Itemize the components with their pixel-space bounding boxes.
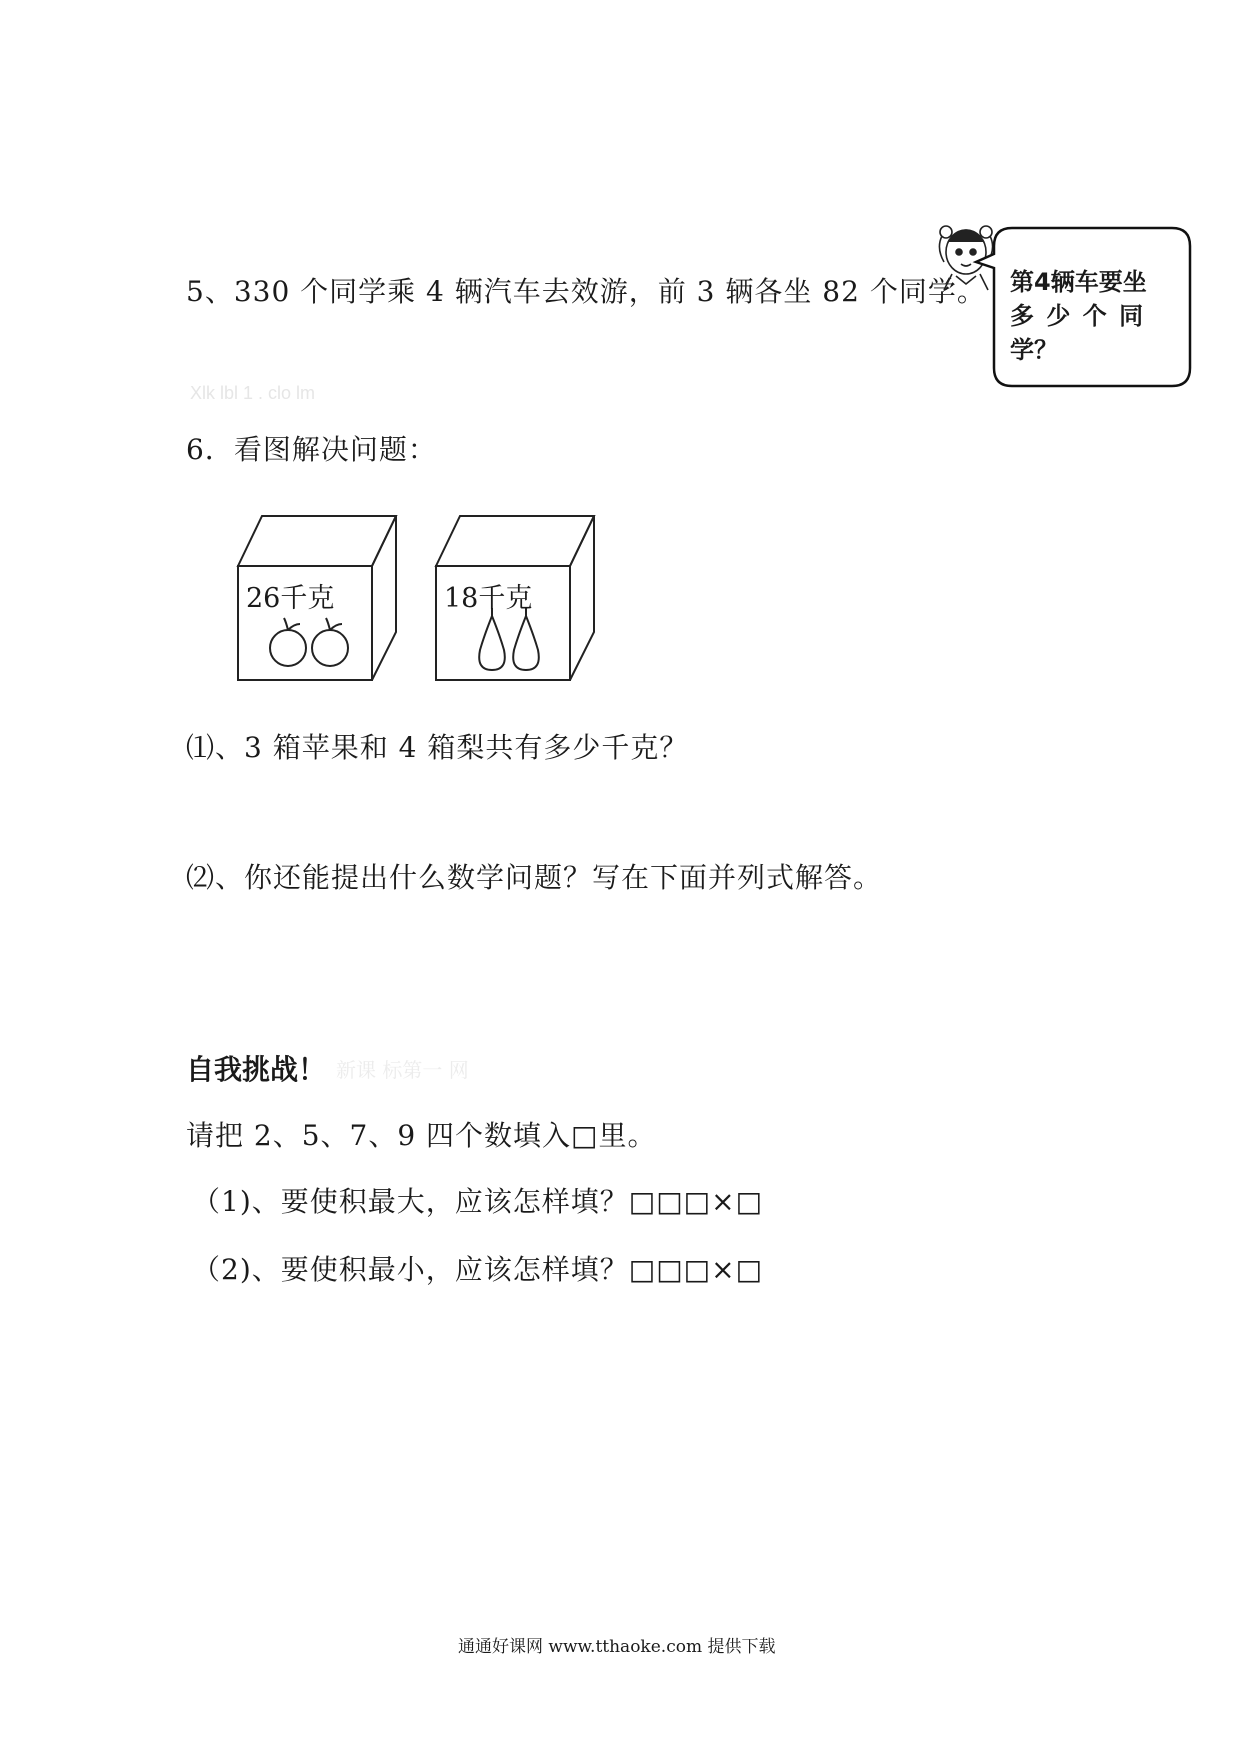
watermark-top: Xlk lbl 1 . clo lm xyxy=(190,383,316,403)
question-6-title: 6．看图解决问题： xyxy=(186,433,437,466)
box-2-label: 18千克 xyxy=(444,583,533,614)
box-1-label: 26千克 xyxy=(246,583,335,614)
bubble-line-1: 第4辆车要坐 xyxy=(1010,268,1147,296)
challenge-item-2: （2)、要使积最小，应该怎样填？□□□×□ xyxy=(192,1253,764,1286)
watermark-challenge: 新课 标第一 网 xyxy=(336,1058,469,1082)
bubble-line-3: 学？ xyxy=(1010,336,1058,364)
bubble-line-2: 多 少 个 同 xyxy=(1010,302,1146,330)
pear-icon xyxy=(513,608,539,670)
challenge-instruction: 请把 2、5、7、9 四个数填入□里。 xyxy=(186,1119,657,1152)
question-6-sub-2: ⑵、你还能提出什么数学问题？写在下面并列式解答。 xyxy=(186,861,883,894)
challenge-item-1: （1)、要使积最大，应该怎样填？□□□×□ xyxy=(192,1185,764,1218)
pear-icon xyxy=(479,608,505,670)
footer-credit: 通通好课网 www.tthaoke.com 提供下载 xyxy=(458,1637,776,1657)
apple-icon xyxy=(270,618,306,666)
challenge-heading: 自我挑战！ xyxy=(186,1053,327,1086)
apple-icon xyxy=(312,618,348,666)
question-6-sub-1: ⑴、3 箱苹果和 4 箱梨共有多少千克？ xyxy=(186,731,689,764)
question-5: 5、330 个同学乘 4 辆汽车去效游，前 3 辆各坐 82 个同学。 xyxy=(186,275,986,308)
